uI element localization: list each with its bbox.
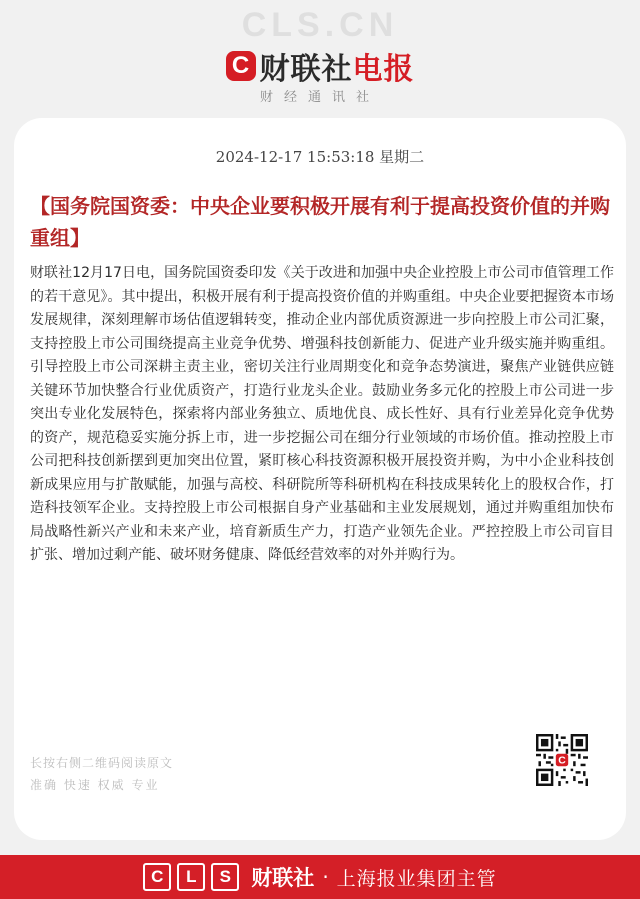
article-body: 财联社12月17日电，国务院国资委印发《关于改进和加强中央企业控股上市公司市值管理工作的若干意见》。其中提出，积极开展有利于提高投资价值的并购重组。中央企业要把握资本市场发展规律，深刻理解市场估值逻辑转变，推动企业内部优质资源进一步向控股上市公司汇聚，支持控股上市公司围绕提高主业竞争优势、增强科技创新能力、促进产业升级实施并购重组。引导控股上市公司深耕主责主业，密切关注行业周期变化和竞争态势演进，聚焦产业链供应链关键环节加快整合行业优质资产，打造行业龙头企业。鼓励业务多元化的控股上市公司进一步突出专业化发展特色，探索将内部业务独立、质地优良、成长性好、具有行业差异化竞争优势的资产，规范稳妥实施分拆上市，进一步挖掘公司在细分行业领域的市场价值。推动控股上市公司把科技创新摆到更加突出位置，紧盯核心科技资源积极开展投资并购，为中小企业科技创新成果应用与扩散赋能，加强与高校、科研院所等科研机构在科技成果转化上的股权合作，打造科技领军企业。支持控股上市公司根据自身产业基础和主业发展规划，通过并购重组加快布局战略性新兴产业和未来产业，培育新质生产力，打造产业领先企业。严控控股上市公司盲目扩张、增加过剩产能、破坏财务健康、降低经营效率的对外并购行为。: [30, 265, 614, 563]
bottom-banner: [0, 855, 640, 899]
watermark: CLS.CN: [241, 6, 399, 44]
brand-header: [0, 44, 640, 88]
brand-name-main: 财联社: [259, 52, 353, 87]
values-note: 准确 快速 权威 专业: [30, 778, 160, 792]
brand-name-accent: 电报: [352, 52, 415, 87]
cls-logo-icon: C: [226, 51, 256, 81]
banner-organization: 上海报业集团主管: [336, 867, 497, 890]
tagline: 财经通讯社: [259, 90, 380, 105]
article-card: [14, 118, 626, 840]
cls-letter-s: S: [211, 863, 239, 891]
article-headline: 【国务院国资委：中央企业要积极开展有利于提高投资价值的并购重组】: [30, 194, 610, 250]
qr-logo-letter: C: [558, 755, 566, 767]
cls-letter-l: L: [177, 863, 205, 891]
banner-brand-name: 财联社: [251, 866, 315, 890]
cls-letter-c: C: [143, 863, 171, 891]
article-timestamp: 2024-12-17 15:53:18 星期二: [215, 148, 425, 166]
scan-qr-note: 长按右侧二维码阅读原文: [30, 756, 174, 770]
qr-code-icon[interactable]: [536, 734, 588, 786]
banner-separator: ·: [322, 865, 329, 889]
brand-name: [260, 44, 415, 88]
